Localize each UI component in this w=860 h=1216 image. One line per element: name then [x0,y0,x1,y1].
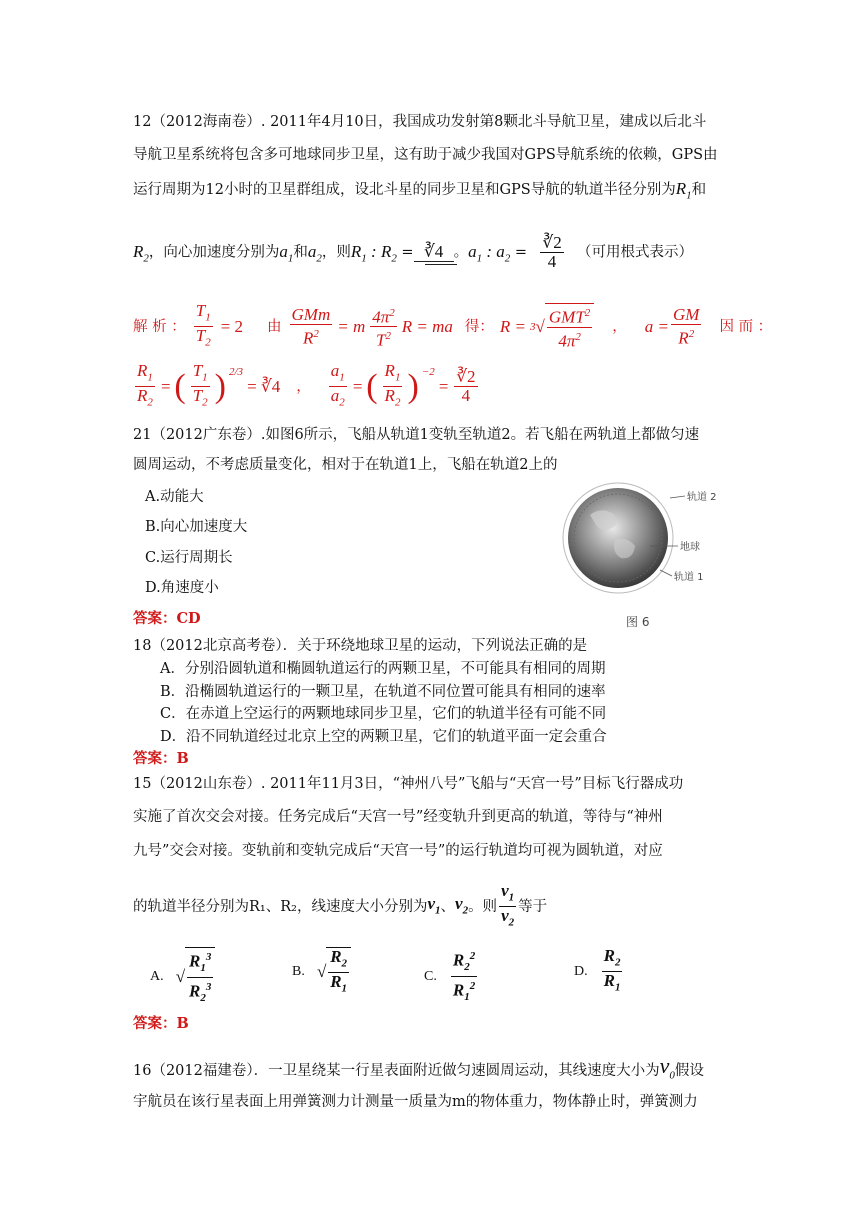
q18-option-d: D．沿不同轨道经过北京上空的两颗卫星，它们的轨道平面一定会重合 [160,729,607,745]
q18-option-a: A．分别沿圆轨道和椭圆轨道运行的两颗卫星，不可能具有相同的周期 [160,661,606,677]
q15-line4a: 的轨道半径分别为R₁、R₂，线速度大小分别为 [133,898,428,915]
q16-line1-text: 16（2012福建卷）．一卫星绕某一行星表面附近做匀速圆周运动，其线速度大小为 [133,1062,660,1079]
q16-v0: $v_0$ [659,1053,675,1082]
q15-option-c: C. $\frac{R_2^2}{R_1^2}$ [424,947,479,1006]
q15-option-d: D. $\frac{R_2}{R_1}$ [574,946,621,994]
q15-line4b: 、 [440,898,456,915]
figure-caption: 图 6 [626,615,650,629]
q12-line4: $R_2$，向心加速度分别为$a_1$和$a_2$，则$R_1$ : $R_2$ = ∛4 。$a_1$ : $a_2$ = $\frac{∛2}{4}$ （可用根式表示） [133,233,694,271]
q15-line4d: 等于 [518,898,548,915]
q15-option-b-label: B. [292,964,305,980]
analysis-res2-num: ∛2 [456,367,476,387]
q12-line3-text: 运行周期为12小时的卫星群组成，设北斗星的同步卫星和GPS导航的轨道半径分别为 [133,182,676,198]
q12-line3: 运行周期为12小时的卫星群组成，设北斗星的同步卫星和GPS导航的轨道半径分别为$R_1$和 [133,179,707,202]
q18-option-c: C．在赤道上空运行的两颗地球同步卫星，它们的轨道半径有可能不同 [160,706,607,722]
q12-answer-1: ∛4 [414,243,454,262]
q12-analysis-line2: $\frac{R_1}{R_2}$ = ( $\frac{T_1}{T_2}$ ) $^{2/3}$ = ∛4 ， $\frac{a_1}{a_2}$ = ( $\frac{R_1}{R_2}$ ) $^{-2}$ = $\frac{∛2}{4}$ [137,361,476,409]
q21-option-b: B.向心加速度大 [145,519,248,535]
q12-line2: 导航卫星系统将包含多可地球同步卫星，这有助于减少我国对GPS导航系统的依赖，GPS由 [133,147,718,163]
q12-line4b: 和 [293,244,308,261]
label-earth: 地球 [680,542,700,553]
q15-option-b: B. √ $\frac{R_2}{R_1}$ [292,947,351,998]
q12-line4a: ，向心加速度分别为 [148,244,280,261]
q21-line2: 圆周运动，不考虑质量变化，相对于在轨道1上，飞船在轨道2上的 [133,457,558,473]
q18-line1: 18（2012北京高考卷）．关于环绕地球卫星的运动，下列说法正确的是 [133,638,588,654]
earth-globe [568,488,668,588]
q15-option-a: A. √ $\frac{R_1^3}{R_2^3}$ [150,947,215,1007]
analysis-get: 得： [464,318,494,335]
q12-answer-2-den: 4 [547,252,557,271]
q15-option-d-label: D. [574,963,588,979]
analysis-by: 由 [267,318,282,335]
q21-line1: 21（2012广东卷）.如图6所示，飞船从轨道1变轨至轨道2。若飞船在两轨道上都做匀速 [133,427,700,443]
orbit-diagram [560,480,730,630]
analysis-thus: 因 而 ： [719,318,773,335]
analysis-label: 解 析 ： [133,318,186,335]
q12-line1: 12（2012海南卷）. 2011年4月10日，我国成功发射第8颗北斗导航卫星，建成以后北斗 [133,114,707,130]
q21-option-c: C.运行周期长 [145,550,233,566]
orbit-figure [560,480,730,630]
q15-line4: 的轨道半径分别为R₁、R₂，线速度大小分别为 $v_1$ 、 $v_2$ 。则 $\frac{v_1}{v_2}$ 等于 [133,881,548,929]
q21-option-a: A.动能大 [145,489,204,505]
q15-line4c: 。则 [468,898,498,915]
analysis-res1: = ∛4 [247,376,281,396]
analysis-eq1: = 2 [220,316,244,336]
q12-note: （可用根式表示） [577,244,694,261]
q15-line3: 九号”交会对接。变轨前和变轨完成后“天宫一号”的运行轨道均可视为圆轨道，对应 [133,843,663,859]
q21-answer: 答案：CD [133,610,201,627]
q12-answer-2-num: ∛2 [542,233,562,252]
q16-line1 [133,1053,704,1084]
analysis-res2-den: 4 [461,386,471,406]
q15-line2: 实施了首次交会对接。任务完成后“天宫一号”经变轨升到更高的轨道，等待与“神州 [133,809,663,825]
q15-option-a-label: A. [150,969,164,985]
label-orbit-1: 轨道 1 [674,572,704,583]
q18-answer: 答案：B [133,750,189,767]
q15-line1: 15（2012山东卷）. 2011年11月3日，“神州八号”飞船与“天宫一号”目标飞行器成功 [133,776,684,792]
q15-option-c-label: C. [424,968,437,984]
label-orbit-2: 轨道 2 [687,492,717,503]
q12-line4c: ，则 [321,244,351,261]
q12-and: 和 [691,182,707,198]
q15-answer: 答案：B [133,1015,189,1032]
q21-option-d: D.角速度小 [145,580,219,596]
q18-option-b: B．沿椭圆轨道运行的一颗卫星，在轨道不同位置可能具有相同的速率 [160,684,606,700]
q12-analysis-line1: 解 析 ： $\frac{T_1}{T_2}$ = 2 由 $\frac{\text{GMm}}{R^2}$ = m $\frac{4\pi^2}{T^2}$ R = ma 得： R = 3 √ $\frac{GMT^2}{4\pi^2}$ ， a = $\frac{GM}{R^2}$ 因 而 ： [133,301,773,351]
q16-line2: 宇航员在该行星表面上用弹簧测力计测量一质量为m的物体重力，物体静止时，弹簧测力 [133,1094,698,1110]
q16-line1b: 假设 [674,1062,704,1079]
